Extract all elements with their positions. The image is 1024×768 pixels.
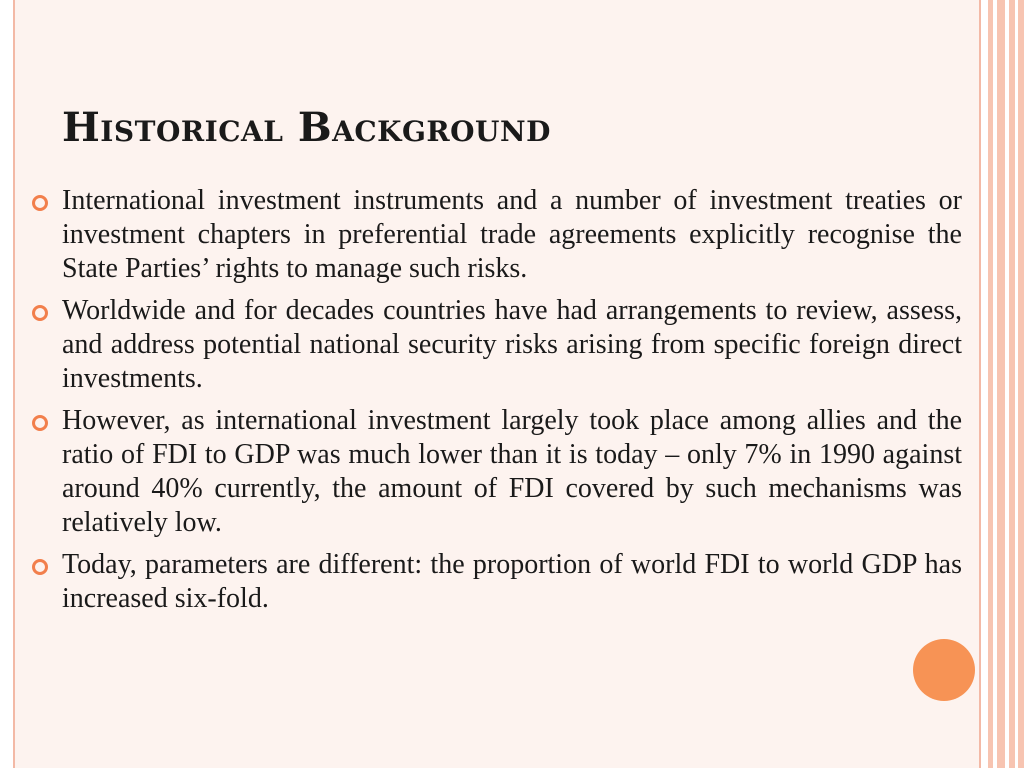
bullet-item: [32, 404, 962, 540]
right-decorative-stripe: [1009, 0, 1015, 768]
right-decorative-stripe: [988, 0, 993, 768]
decorative-orange-circle: [913, 639, 975, 701]
ring-bullet-icon: [32, 195, 48, 211]
bullet-text: International investment instruments and a number of investment treaties or investment chapters in preferential trade agreements explicitly recognise the State Parties’ rights to manage such risks.: [62, 185, 962, 284]
bullet-text: Today, parameters are different: the proportion of world FDI to world GDP has increased six-fold.: [62, 549, 962, 614]
slide-title: Historical Background: [62, 104, 551, 151]
right-decorative-stripe: [997, 0, 1005, 768]
bullet-item: [32, 548, 962, 616]
bullet-item: [32, 294, 962, 396]
bullet-item: [32, 184, 962, 286]
ring-bullet-icon: [32, 559, 48, 575]
bullet-text: Worldwide and for decades countries have had arrangements to review, assess, and address potential national security risks arising from specific foreign direct investments.: [62, 295, 962, 394]
ring-bullet-icon: [32, 415, 48, 431]
right-decorative-stripe: [1018, 0, 1024, 768]
ring-bullet-icon: [32, 305, 48, 321]
bullet-text: However, as international investment largely took place among allies and the ratio of FDI to GDP was much lower than it is today – only 7% in 1990 against around 40% currently, the amount of FDI covered by such mechanisms was relatively low.: [62, 405, 962, 538]
bullet-list: [32, 184, 962, 624]
